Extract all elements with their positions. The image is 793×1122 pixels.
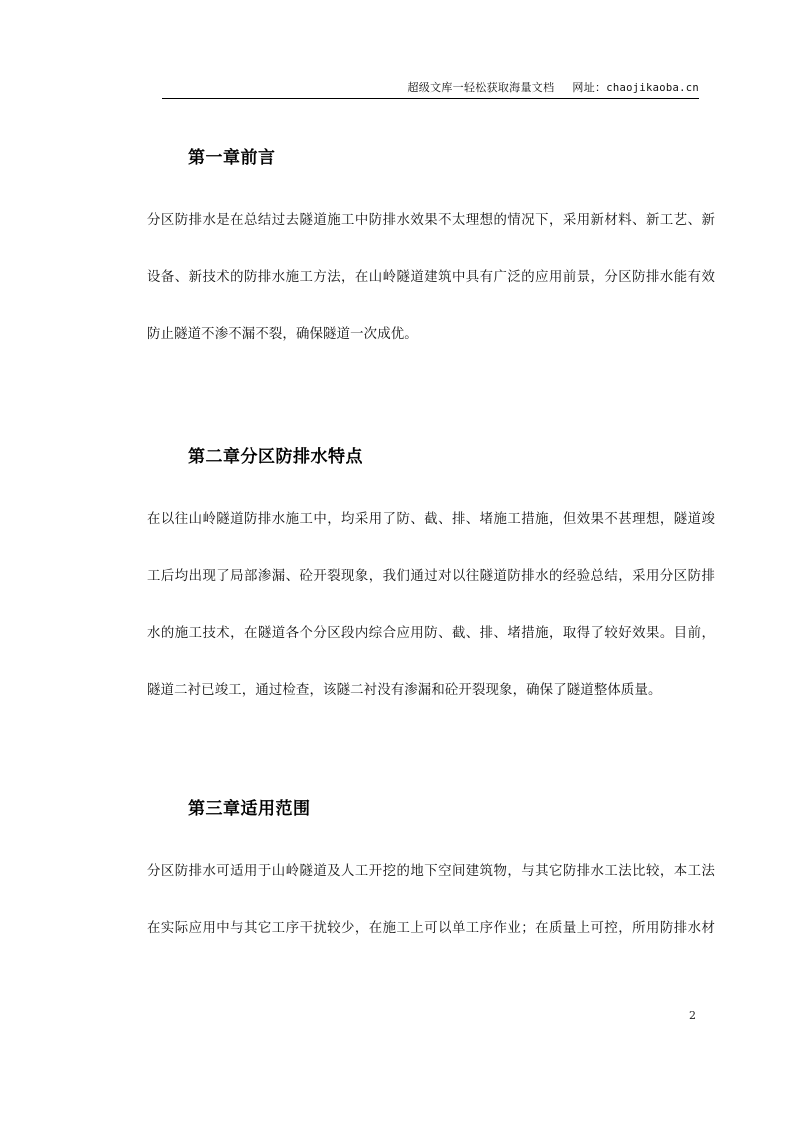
header-title: 超级文库一轻松获取海量文档 bbox=[407, 81, 555, 94]
chapter-1-line-1: 分区防排水是在总结过去隧道施工中防排水效果不太理想的情况下，采用新材料、新工艺、新 bbox=[147, 213, 715, 228]
chapter-1-line-2: 设备、新技术的防排水施工方法，在山岭隧道建筑中具有广泛的应用前景，分区防排水能有效 bbox=[147, 270, 715, 285]
chapter-1-heading: 第一章前言 bbox=[188, 148, 276, 168]
chapter-3-line-1: 分区防排水可适用于山岭隧道及人工开挖的地下空间建筑物，与其它防排水工法比较，本工法 bbox=[147, 864, 715, 879]
page-number: 2 bbox=[689, 1009, 696, 1022]
chapter-1-line-3: 防止隧道不渗不漏不裂，确保隧道一次成优。 bbox=[147, 327, 418, 342]
chapter-2-heading: 第二章分区防排水特点 bbox=[188, 447, 363, 467]
chapter-2-line-4: 隧道二衬已竣工，通过检查，该隧二衬没有渗漏和砼开裂现象，确保了隧道整体质量。 bbox=[147, 683, 662, 698]
chapter-3-heading: 第三章适用范围 bbox=[188, 799, 311, 819]
header-site-label: 网址： bbox=[572, 81, 607, 94]
chapter-2-line-3: 水的施工技术，在隧道各个分区段内综合应用防、截、排、堵措施，取得了较好效果。目前， bbox=[147, 626, 715, 641]
chapter-3-line-2: 在实际应用中与其它工序干扰较少，在施工上可以单工序作业；在质量上可控，所用防排水材 bbox=[147, 921, 715, 936]
page-header-text bbox=[407, 79, 699, 95]
chapter-2-line-1: 在以往山岭隧道防排水施工中，均采用了防、截、排、堵施工措施，但效果不甚理想，隧道竣 bbox=[147, 512, 715, 527]
page-header bbox=[162, 78, 699, 99]
chapter-2-line-2: 工后均出现了局部渗漏、砼开裂现象，我们通过对以往隧道防排水的经验总结，采用分区防排 bbox=[147, 569, 715, 584]
header-site-url: chaojikaoba.cn bbox=[606, 82, 699, 94]
